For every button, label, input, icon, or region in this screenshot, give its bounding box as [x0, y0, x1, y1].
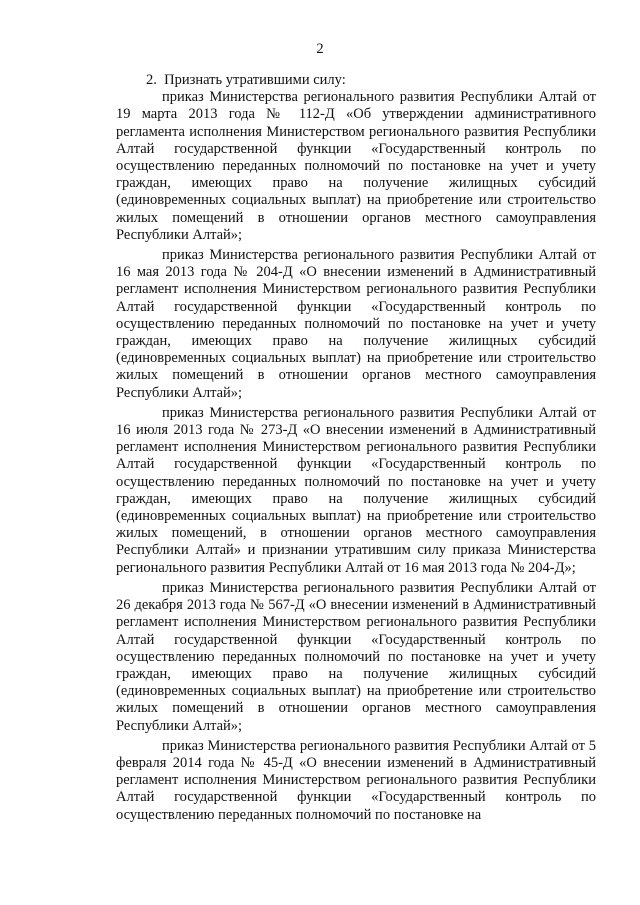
paragraph-order-273: приказ Министерства регионального развития Республики Алтай от 16 июля 2013 года № 273-Д «О внесении изменений в Административный регламент исполнения Министерством регионального развития Республики Алтай государственной функции «Государственный контроль по осуществлению переданных полномочий по постановке на учет и учету граждан, имеющих право на получение жилищных субсидий (единовременных социальных выплат) на приобретение или строительство жилых помещений, в отношении органов местного самоуправления Республики Алтай» и признании утратившим силу приказа Министерства регионального развития Республики Алтай от 16 мая 2013 года № 204-Д»; [116, 404, 596, 576]
paragraph-order-45: приказ Министерства регионального развития Республики Алтай от 5 февраля 2014 года № 45-Д «О внесении изменений в Административный регламент исполнения Министерством регионального развития Республики Алтай государственной функции «Государственный контроль по осуществлению переданных полномочий по постановке на [116, 737, 596, 823]
paragraph-order-567: приказ Министерства регионального развития Республики Алтай от 26 декабря 2013 года № 567-Д «О внесении изменений в Административный регламент исполнения Министерством регионального развития Республики Алтай государственной функции «Государственный контроль по осуществлению переданных полномочий по постановке на учет и учету граждан, имеющих право на получение жилищных субсидий (единовременных социальных выплат) на приобретение или строительство жилых помещений в отношении органов местного самоуправления Республики Алтай»; [116, 579, 596, 734]
paragraph-order-204: приказ Министерства регионального развития Республики Алтай от 16 мая 2013 года № 204-Д «О внесении изменений в Административный регламент исполнения Министерством регионального развития Республики Алтай государственной функции «Государственный контроль по осуществлению переданных полномочий по постановке на учет и учету граждан, имеющих право на получение жилищных субсидий (единовременных социальных выплат) на приобретение или строительство жилых помещений в отношении органов местного самоуправления Республики Алтай»; [116, 247, 596, 401]
document-body [116, 72, 596, 824]
paragraph-order-112: приказ Министерства регионального развития Республики Алтай от 19 марта 2013 года № 112-Д «Об утверждении административного регламента исполнения Министерством регионального развития Республики Алтай государственной функции «Государственный контроль по осуществлению переданных полномочий по постановке на учет и учету граждан, имеющих право на получение жилищных субсидий (единовременных социальных выплат) на приобретение или строительство жилых помещений в отношении органов местного самоуправления Республики Алтай»; [116, 89, 596, 243]
page-number: 2 [316, 41, 324, 57]
item-heading-text: Признать утратившими силу: [164, 72, 346, 88]
item-heading [146, 72, 596, 89]
item-number: 2. [146, 72, 157, 88]
